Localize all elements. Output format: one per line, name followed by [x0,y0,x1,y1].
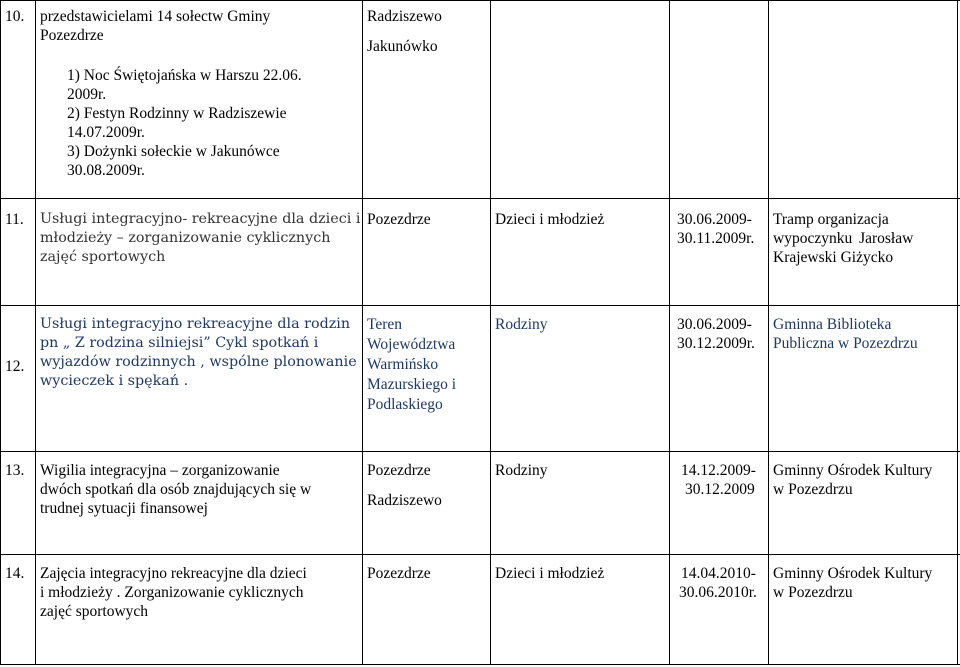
organizer-cell [773,461,932,499]
description-cell [40,210,360,267]
description-line: zajęć sportowych [40,249,166,265]
date-line: 14.12.2009- [681,462,756,479]
description-line: wyjazdów rodzinnych , wspólne plonowanie [40,354,357,370]
target-group-cell: Rodziny [495,462,548,479]
date-line: 14.04.2010- [681,565,756,582]
description-cell [40,564,307,621]
organizer-line: w Pozezdrzu [773,584,853,601]
description-line: Usługi integracyjno- rekreacyjne dla dzieci i [40,211,361,227]
table-border-bottom [0,664,960,665]
organizer-line: Tramp organizacja [773,211,889,228]
description-line: młodzieży – zorganizowanie cyklicznych [40,230,331,246]
organizer-line: w Pozezdrzu [773,481,853,498]
column-divider [362,0,363,665]
date-line: 30.06.2009- [677,211,752,228]
row-number: 10. [5,8,25,25]
list-item: 2009r. [67,86,107,103]
organizer-line: Krajewski Giżycko [773,249,894,266]
place-line: Mazurskiego i [367,376,457,393]
column-divider [768,0,769,665]
description-line: Zajęcia integracyjno rekreacyjne dla dzieci [40,565,307,582]
description-cell [40,7,270,45]
event-list [67,66,302,180]
place-cell [367,315,456,415]
place-cell [367,7,442,57]
organizer-cell [773,210,913,267]
target-group-cell: Dzieci i młodzież [495,565,605,582]
row-number: 11. [5,211,24,228]
description-line: trudnej sytuacji finansowej [40,500,208,517]
dates-cell [677,315,755,353]
description-line: Usługi integracyjno rekreacyjne dla rodzin [40,316,351,332]
organizer-line: Publiczna w Pozezdrzu [773,335,918,352]
dates-cell [681,461,756,499]
description-cell [40,461,311,518]
list-item: 14.07.2009r. [67,124,145,141]
column-divider [669,0,670,665]
organizer-cell [773,315,918,353]
place-line: Pozezdrze [367,462,431,479]
list-item: 3) Dożynki sołeckie w Jakunówce [67,143,280,160]
list-item: 1) Noc Świętojańska w Harszu 22.06. [67,67,302,84]
description-line: pn „ Z rodzina silniejsi” Cykl spotkań i [40,335,319,351]
list-item: 30.08.2009r. [67,162,145,179]
organizer-line: Gminny Ośrodek Kultury [773,565,933,582]
description-line: dwóch spotkań dla osób znajdujących się w [40,481,312,498]
organizer-line: Gminny Ośrodek Kultury [773,462,933,479]
row-number: 14. [5,565,25,582]
row-number: 13. [5,462,25,479]
description-line: i młodzieży . Zorganizowanie cyklicznych [40,584,304,601]
column-divider [35,0,36,665]
organizer-line: wypoczynku Jarosław [773,230,914,247]
place-line: Warmińsko [367,356,439,373]
row-divider [0,305,960,306]
place-cell [367,210,431,229]
description-cell [40,315,357,391]
row-divider [0,554,960,555]
description-line: Pozezdrze [40,27,104,44]
table-border-top [0,0,960,1]
date-line: 30.12.2009r. [677,335,755,352]
place-line: Teren [367,316,403,333]
list-item: 2) Festyn Rodzinny w Radziszewie [67,105,287,122]
date-line: 30.06.2009- [677,316,752,333]
description-line: wycieczek i spękań . [40,373,189,389]
row-divider [0,451,960,452]
place-line: Radziszewo [367,8,442,25]
column-divider [490,0,491,665]
row-divider [0,198,960,199]
description-line: Wigilia integracyjna – zorganizowanie [40,462,280,479]
row-number: 12. [5,358,25,375]
target-group-cell: Dzieci i młodzież [495,211,605,228]
place-line: Pozezdrze [367,565,431,582]
dates-cell [679,564,757,602]
date-line: 30.11.2009r. [677,230,755,247]
place-line: Radziszewo [367,492,442,509]
place-line: Podlaskiego [367,396,443,413]
organizer-line: Gminna Biblioteka [773,316,892,333]
place-line: Pozezdrze [367,211,431,228]
place-cell [367,461,442,511]
place-line: Jakunówko [367,38,438,55]
table-border-right [957,0,958,665]
date-line: 30.12.2009 [685,481,755,498]
place-cell [367,564,431,583]
dates-cell [677,210,754,248]
place-line: Województwa [367,336,456,353]
organizer-cell [773,564,932,602]
date-line: 30.06.2010r. [679,584,757,601]
description-line: zajęć sportowych [40,603,149,620]
target-group-cell: Rodziny [495,316,548,333]
description-line: przedstawicielami 14 sołectw Gminy [40,8,271,25]
table-border-left [0,0,1,665]
